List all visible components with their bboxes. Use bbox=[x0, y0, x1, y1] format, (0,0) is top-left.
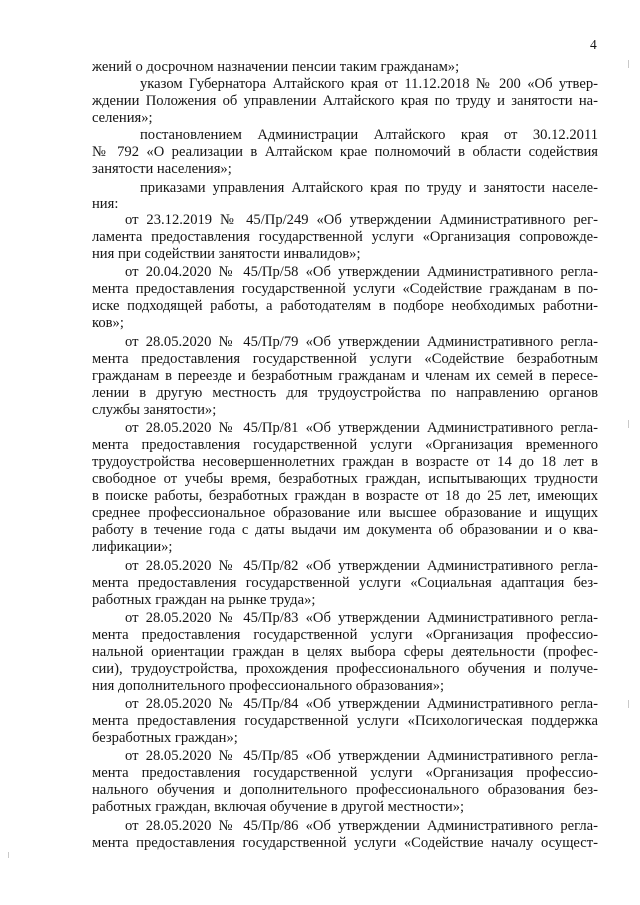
text-line: мента предоставления государственной услуги «Организация профессио- bbox=[92, 765, 598, 781]
text-line: лении в другую местность для трудоустройства по направлению органов bbox=[92, 385, 598, 401]
scan-edge-mark bbox=[8, 852, 9, 858]
text-line: от 28.05.2020 № 45/Пр/82 «Об утверждении Административного регла- bbox=[125, 558, 598, 574]
text-line: ков»; bbox=[92, 315, 124, 331]
text-line: мента предоставления государственной услуги «Содействие началу осущест- bbox=[92, 835, 598, 851]
text-line: сии), трудоустройства, прохождения профессионального обучения и получе- bbox=[92, 661, 598, 677]
text-line: жений о досрочном назначении пенсии таким гражданам»; bbox=[92, 59, 460, 75]
text-line: ждении Положения об управлении Алтайского края по труду и занятости на- bbox=[92, 93, 598, 109]
text-line: от 28.05.2020 № 45/Пр/81 «Об утверждении Административного регла- bbox=[125, 420, 598, 436]
text-line: свободное от учебы время, безработных граждан, испытывающих трудности bbox=[92, 471, 598, 487]
text-line: трудоустройства несовершеннолетних граждан в возрасте от 14 до 18 лет в bbox=[92, 454, 598, 470]
text-line: от 28.05.2020 № 45/Пр/86 «Об утверждении Административного регла- bbox=[125, 818, 598, 834]
text-line: мента предоставления государственной услуги «Психологическая поддержка bbox=[92, 713, 598, 729]
text-line: мента предоставления государственной услуги «Организация временного bbox=[92, 437, 598, 453]
text-line: безработных граждан»; bbox=[92, 730, 238, 746]
text-line: № 792 «О реализации в Алтайском крае полномочий в области содействия bbox=[92, 144, 598, 160]
scan-edge-mark bbox=[628, 60, 629, 68]
text-line: службы занятости»; bbox=[92, 402, 217, 418]
text-line: мента предоставления государственной услуги «Социальная адаптация без- bbox=[92, 575, 598, 591]
text-line: от 28.05.2020 № 45/Пр/79 «Об утверждении Административного регла- bbox=[125, 334, 598, 350]
text-line: указом Губернатора Алтайского края от 11.12.2018 № 200 «Об утвер- bbox=[140, 76, 598, 92]
text-line: работных граждан на рынке труда»; bbox=[92, 592, 316, 608]
text-line: нальной ориентации граждан в целях выбора сферы деятельности (профес- bbox=[92, 644, 598, 660]
text-line: от 23.12.2019 № 45/Пр/249 «Об утверждении Административного рег- bbox=[125, 212, 598, 228]
text-line: в поиске работы, безработных граждан в возрасте от 18 до 25 лет, имеющих bbox=[92, 488, 598, 504]
text-line: среднее профессиональное образование или высшее образование и ищущих bbox=[92, 505, 598, 521]
text-line: селения»; bbox=[92, 110, 153, 126]
text-line: гражданам в переезде и безработным гражданам и членам их семей в пересе- bbox=[92, 368, 598, 384]
text-line: ния: bbox=[92, 196, 119, 212]
text-line: работных граждан, включая обучение в другой местности»; bbox=[92, 799, 465, 815]
text-line: постановлением Администрации Алтайского края от 30.12.2011 bbox=[140, 127, 598, 143]
text-line: от 20.04.2020 № 45/Пр/58 «Об утверждении Административного регла- bbox=[125, 264, 598, 280]
text-line: лификации»; bbox=[92, 539, 173, 555]
text-line: мента предоставления государственной услуги «Организация профессио- bbox=[92, 627, 598, 643]
text-line: от 28.05.2020 № 45/Пр/83 «Об утверждении Административного регла- bbox=[125, 610, 598, 626]
text-line: занятости населения»; bbox=[92, 161, 232, 177]
text-line: иске подходящей работы, а работодателям в подборе необходимых работни- bbox=[92, 298, 598, 314]
text-line: работу в течение года с даты выдачи им документа об образовании и о ква- bbox=[92, 522, 598, 538]
scan-edge-mark bbox=[628, 700, 629, 708]
text-line: от 28.05.2020 № 45/Пр/84 «Об утверждении Административного регла- bbox=[125, 696, 598, 712]
scan-edge-mark bbox=[628, 420, 629, 428]
text-line: ния при содействии занятости инвалидов»; bbox=[92, 246, 361, 262]
text-line: нального обучения и дополнительного профессионального образования без- bbox=[92, 782, 598, 798]
page-number: 4 bbox=[590, 37, 597, 52]
text-line: ния дополнительного профессионального образования»; bbox=[92, 678, 445, 694]
text-line: от 28.05.2020 № 45/Пр/85 «Об утверждении Административного регла- bbox=[125, 748, 598, 764]
text-line: мента предоставления государственной услуги «Содействие гражданам в по- bbox=[92, 281, 598, 297]
text-line: мента предоставления государственной услуги «Содействие безработным bbox=[92, 351, 598, 367]
text-line: приказами управления Алтайского края по труду и занятости населе- bbox=[140, 180, 598, 196]
text-line: ламента предоставления государственной услуги «Организация сопровожде- bbox=[92, 229, 598, 245]
